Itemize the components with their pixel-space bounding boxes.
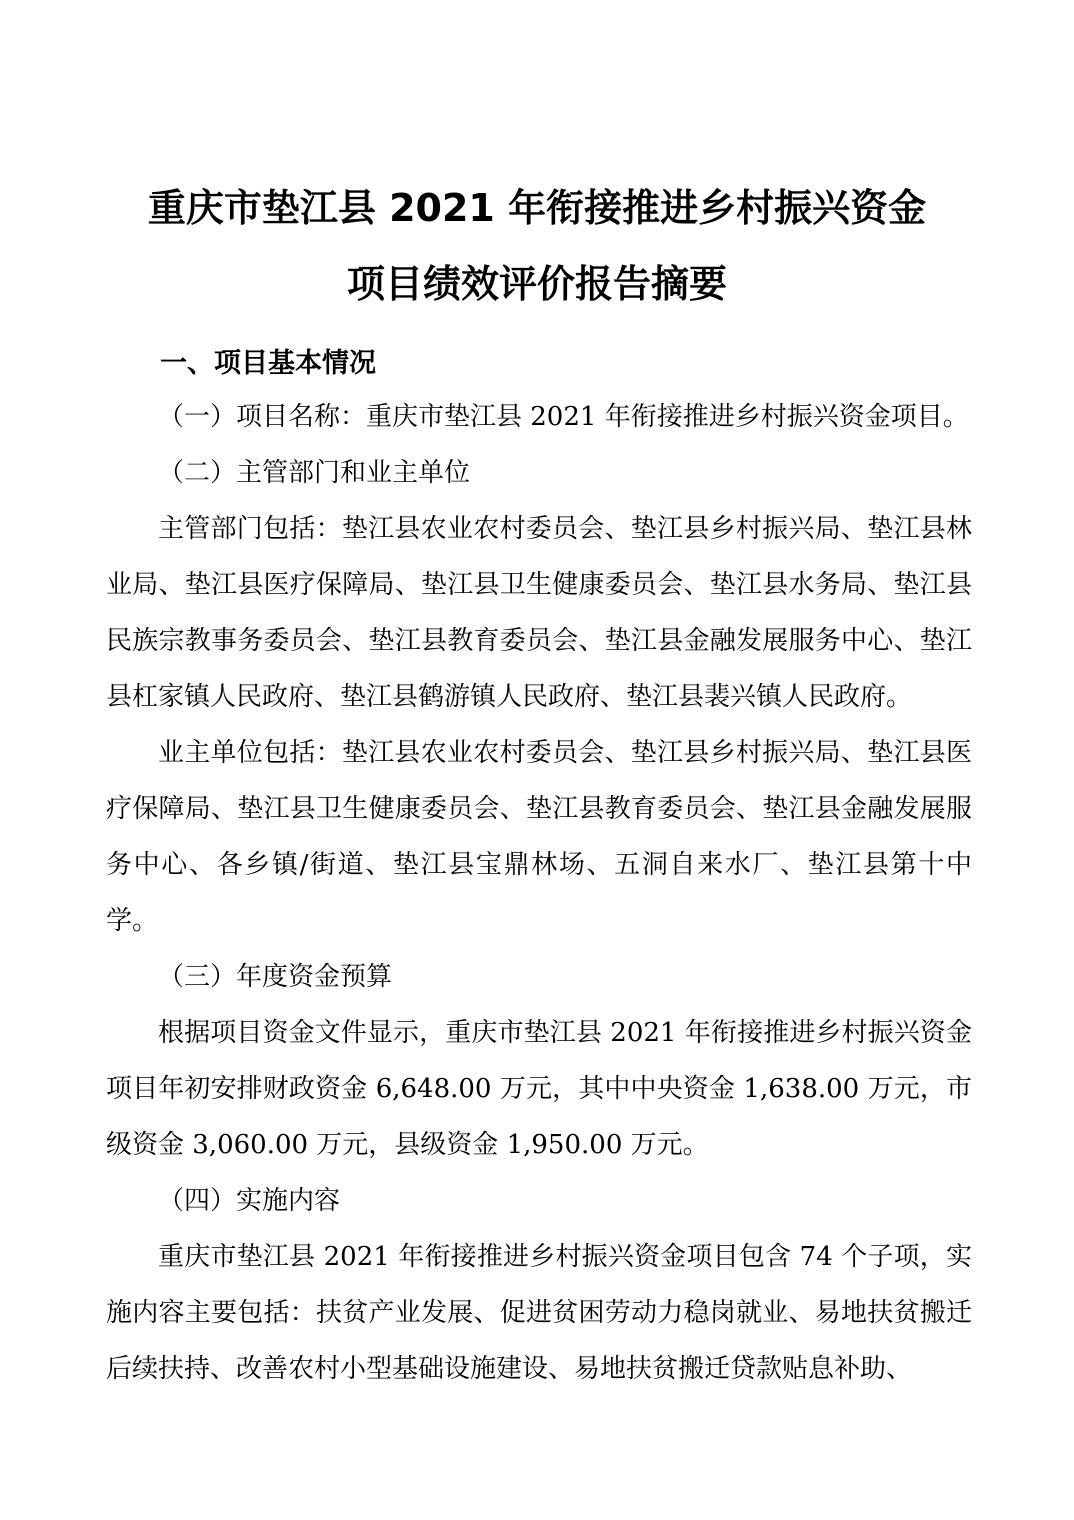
document-title-line-2: 项目绩效评价报告摘要 — [346, 262, 727, 306]
subsection-project-name: （一）项目名称：重庆市垫江县 2021 年衔接推进乡村振兴资金项目。 — [158, 402, 969, 432]
subsection-departments-heading: （二）主管部门和业主单位 — [158, 458, 471, 488]
paragraph-budget: 根据项目资金文件显示，重庆市垫江县 2021 年衔接推进乡村振兴资金项目年初安排财政资金 6,648.00 万元，其中中央资金 1,638.00 万元，市级资金 3,060.00 万元，县级资金 1,950.00 万元。 — [106, 1018, 972, 1160]
subsection-implementation-heading: （四）实施内容 — [158, 1186, 341, 1216]
paragraph-competent-departments: 主管部门包括：垫江县农业农村委员会、垫江县乡村振兴局、垫江县林业局、垫江县医疗保障局、垫江县卫生健康委员会、垫江县水务局、垫江县民族宗教事务委员会、垫江县教育委员会、垫江县金融发展服务中心、垫江县杠家镇人民政府、垫江县鹤游镇人民政府、垫江县裴兴镇人民政府。 — [106, 514, 972, 712]
section-heading-basic-info: 一、项目基本情况 — [160, 348, 376, 379]
paragraph-owner-units: 业主单位包括：垫江县农业农村委员会、垫江县乡村振兴局、垫江县医疗保障局、垫江县卫生健康委员会、垫江县教育委员会、垫江县金融发展服务中心、各乡镇/街道、垫江县宝鼎林场、五洞自来水厂、垫江县第十中学。 — [106, 738, 972, 936]
document-title-line-1: 重庆市垫江县 2021 年衔接推进乡村振兴资金 — [147, 186, 927, 230]
paragraph-implementation-content: 重庆市垫江县 2021 年衔接推进乡村振兴资金项目包含 74 个子项，实施内容主要包括：扶贫产业发展、促进贫困劳动力稳岗就业、易地扶贫搬迁后续扶持、改善农村小型基础设施建设、易地扶贫搬迁贷款贴息补助、 — [106, 1242, 972, 1384]
subsection-annual-budget-heading: （三）年度资金预算 — [158, 962, 393, 992]
